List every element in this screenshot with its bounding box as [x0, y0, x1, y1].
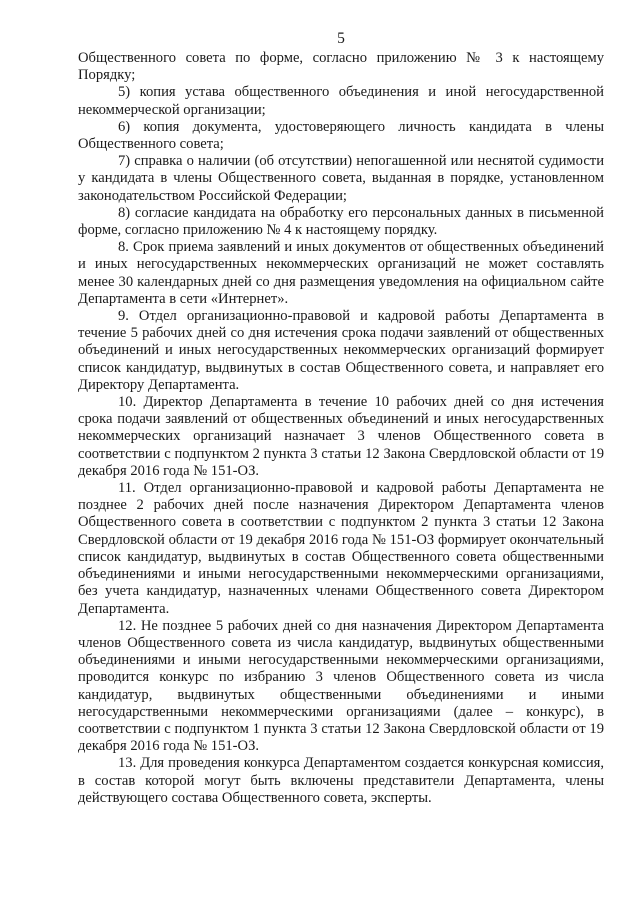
clause-11: 11. Отдел организационно-правовой и кадровой работы Департамента не позднее 2 рабочих дней после назначения Директором Департамента членов Общественного совета в соответствии с подпунктом 2 пункта 3 статьи 12 Закона Свердловской области от 19 декабря 2016 года № 151-ОЗ формирует окончательный список кандидатур, выдвинутых в состав Общественного совета общественными объединениями и иными негосударственными некоммерческими организациями, без учета кандидатур, назначенных членами Общественного совета Директором Департамента. [78, 480, 604, 617]
clause-8: 8. Срок приема заявлений и иных документов от общественных объединений и иных негосударственных некоммерческих организаций не может составлять менее 30 календарных дней со дня размещения уведомления на официальном сайте Департамента в сети «Интернет». [78, 239, 604, 307]
page-number: 5 [337, 30, 345, 47]
clause-13: 13. Для проведения конкурса Департаментом создается конкурсная комиссия, в состав которой могут быть включены представители Департамента, члены действующего состава Общественного совета, эксперты. [78, 755, 604, 806]
list-item-8: 8) согласие кандидата на обработку его персональных данных в письменной форме, согласно приложению № 4 к настоящему порядку. [78, 204, 604, 239]
clause-10: 10. Директор Департамента в течение 10 рабочих дней со дня истечения срока подачи заявлений от общественных объединений и иных негосударственных некоммерческих организаций назначает 3 членов Общественного совета в соответствии с подпунктом 2 пункта 3 статьи 12 Закона Свердловской области от 19 декабря 2016 года № 151-ОЗ. [78, 394, 604, 479]
paragraph-continuation: Общественного совета по форме, согласно приложению № 3 к настоящему Порядку; [78, 50, 604, 84]
list-item-5: 5) копия устава общественного объединения и иной негосударственной некоммерческой организации; [78, 84, 604, 118]
clause-9: 9. Отдел организационно-правовой и кадровой работы Департамента в течение 5 рабочих дней со дня истечения срока подачи заявлений от общественных объединений и иных негосударственных некоммерческих организаций формирует список кандидатур, выдвинутых в состав Общественного совета, и направляет его Директору Департамента. [78, 308, 604, 393]
clause-12: 12. Не позднее 5 рабочих дней со дня назначения Директором Департамента членов Общественного совета из числа кандидатур, выдвинутых общественными объединениями и иными негосударственными некоммерческими организациями, проводится конкурс по избранию 3 членов Общественного совета из числа кандидатур, выдвинутых общественными объединениями и иными негосударственными некоммерческими организациями (далее – конкурс), в соответствии с подпунктом 1 пункта 3 статьи 12 Закона Свердловской области от 19 декабря 2016 года № 151-ОЗ. [78, 617, 604, 755]
list-item-6: 6) копия документа, удостоверяющего личность кандидата в члены Общественного совета; [78, 118, 604, 153]
list-item-7: 7) справка о наличии (об отсутствии) непогашенной или неснятой судимости у кандидата в члены Общественного совета, выданная в порядке, установленном законодательством Российской Федерации; [78, 153, 604, 204]
